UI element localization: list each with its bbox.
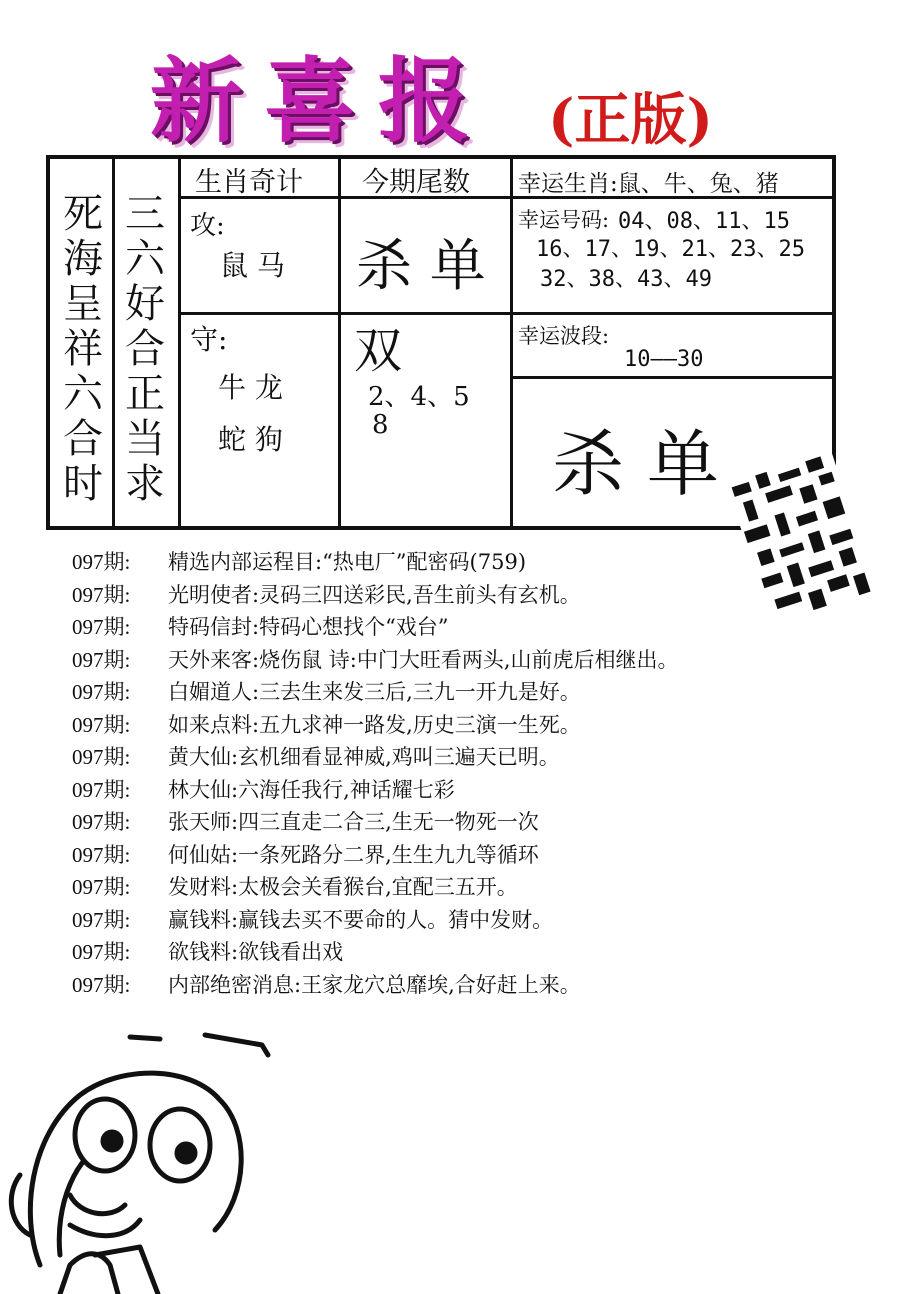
issue-number: 097期: — [72, 712, 131, 737]
issue-number: 097期: — [72, 842, 131, 867]
tail-number-header: 今期尾数 — [362, 167, 470, 198]
right-poem: 三六好合正当求 — [125, 191, 165, 507]
issue-number: 097期: — [72, 940, 131, 964]
list-item — [72, 806, 872, 839]
attack-label: 攻: — [190, 211, 225, 241]
list-item — [72, 904, 872, 937]
lucky-numbers-line-2: 16、17、19、21、23、25 — [536, 237, 805, 262]
issue-number: 097期: — [72, 550, 131, 574]
issue-number: 097期: — [72, 810, 131, 834]
list-item — [72, 839, 872, 872]
entry-text: 黄大仙:玄机细看显神威,鸡叫三遍天已明。 — [168, 745, 560, 769]
list-item — [72, 611, 872, 644]
tail-numbers-line-1: 2、4、5 — [368, 382, 470, 412]
big-kill-text: 杀 单 — [552, 422, 719, 506]
table-divider — [178, 312, 834, 315]
table-divider — [338, 157, 341, 528]
issue-number: 097期: — [72, 615, 131, 639]
edition-label: (正版) — [548, 87, 713, 153]
defend-line-1: 牛 龙 — [218, 371, 283, 404]
issue-number: 097期: — [72, 680, 131, 704]
entry-text: 欲钱料:欲钱看出戏 — [168, 940, 344, 964]
entry-text: 天外来客:烧伤鼠 诗:中门大旺看两头,山前虎后相继出。 — [168, 647, 679, 672]
list-item — [72, 936, 872, 969]
lucky-numbers-label: 幸运号码: — [518, 208, 610, 232]
list-item — [72, 709, 872, 742]
issue-number: 097期: — [72, 907, 131, 932]
list-item — [72, 644, 872, 677]
lucky-numbers-line-3: 32、38、43、49 — [540, 267, 712, 292]
tail-even-text: 双 — [354, 323, 403, 379]
issue-number: 097期: — [72, 647, 131, 672]
list-item — [72, 774, 872, 807]
tail-kill-text: 杀 单 — [356, 234, 486, 299]
entry-text: 内部绝密消息:王家龙穴总靡埃,合好赶上来。 — [168, 972, 581, 997]
lucky-range-label: 幸运波段: — [518, 324, 610, 348]
defend-line-2: 蛇 狗 — [218, 423, 283, 456]
list-item — [72, 546, 872, 579]
table-divider — [112, 157, 115, 528]
list-item — [72, 871, 872, 904]
table-divider — [178, 157, 181, 528]
issue-number: 097期: — [72, 745, 131, 769]
defend-label: 守: — [190, 323, 228, 356]
table-divider — [510, 157, 513, 528]
list-item — [72, 676, 872, 709]
issue-number: 097期: — [72, 875, 131, 899]
entry-text: 精选内部运程目:“热电厂”配密码(759) — [168, 550, 527, 574]
entry-text: 何仙姑:一条死路分二界,生生九九等循环 — [168, 842, 539, 867]
prediction-list — [72, 546, 872, 1001]
page-title: 新喜报 — [150, 47, 493, 155]
list-item — [72, 741, 872, 774]
entry-text: 光明使者:灵码三四送彩民,吾生前头有玄机。 — [168, 582, 581, 607]
issue-number: 097期: — [72, 972, 131, 997]
tail-numbers-line-2: 8 — [372, 410, 389, 440]
left-poem: 死海呈祥六合时 — [63, 191, 103, 507]
issue-number: 097期: — [72, 582, 131, 607]
entry-text: 发财料:太极会关看猴台,宜配三五开。 — [168, 875, 518, 899]
table-divider — [510, 376, 836, 379]
entry-text: 赢钱料:赢钱去买不要命的人。猜中发财。 — [168, 907, 554, 932]
list-item — [72, 969, 872, 1002]
entry-text: 如来点料:五九求神一路发,历史三演一生死。 — [168, 712, 581, 737]
entry-text: 张天师:四三直走二合三,生无一物死一次 — [168, 810, 539, 834]
lucky-range: 10——30 — [624, 347, 704, 372]
cartoon-character-illustration — [0, 1025, 300, 1294]
lucky-zodiac: 幸运生肖:鼠、牛、兔、猪 — [518, 171, 779, 197]
entry-text: 特码信封:特码心想找个“戏台” — [168, 615, 449, 639]
attack-values: 鼠 马 — [220, 249, 285, 282]
entry-text: 白媚道人:三去生来发三后,三九一开九是好。 — [168, 680, 581, 704]
list-item — [72, 579, 872, 612]
issue-number: 097期: — [72, 777, 131, 802]
lucky-numbers-line-1: 04、08、11、15 — [618, 209, 790, 234]
entry-text: 林大仙:六海任我行,神话耀七彩 — [168, 777, 455, 802]
zodiac-plan-header: 生肖奇计 — [195, 167, 303, 198]
